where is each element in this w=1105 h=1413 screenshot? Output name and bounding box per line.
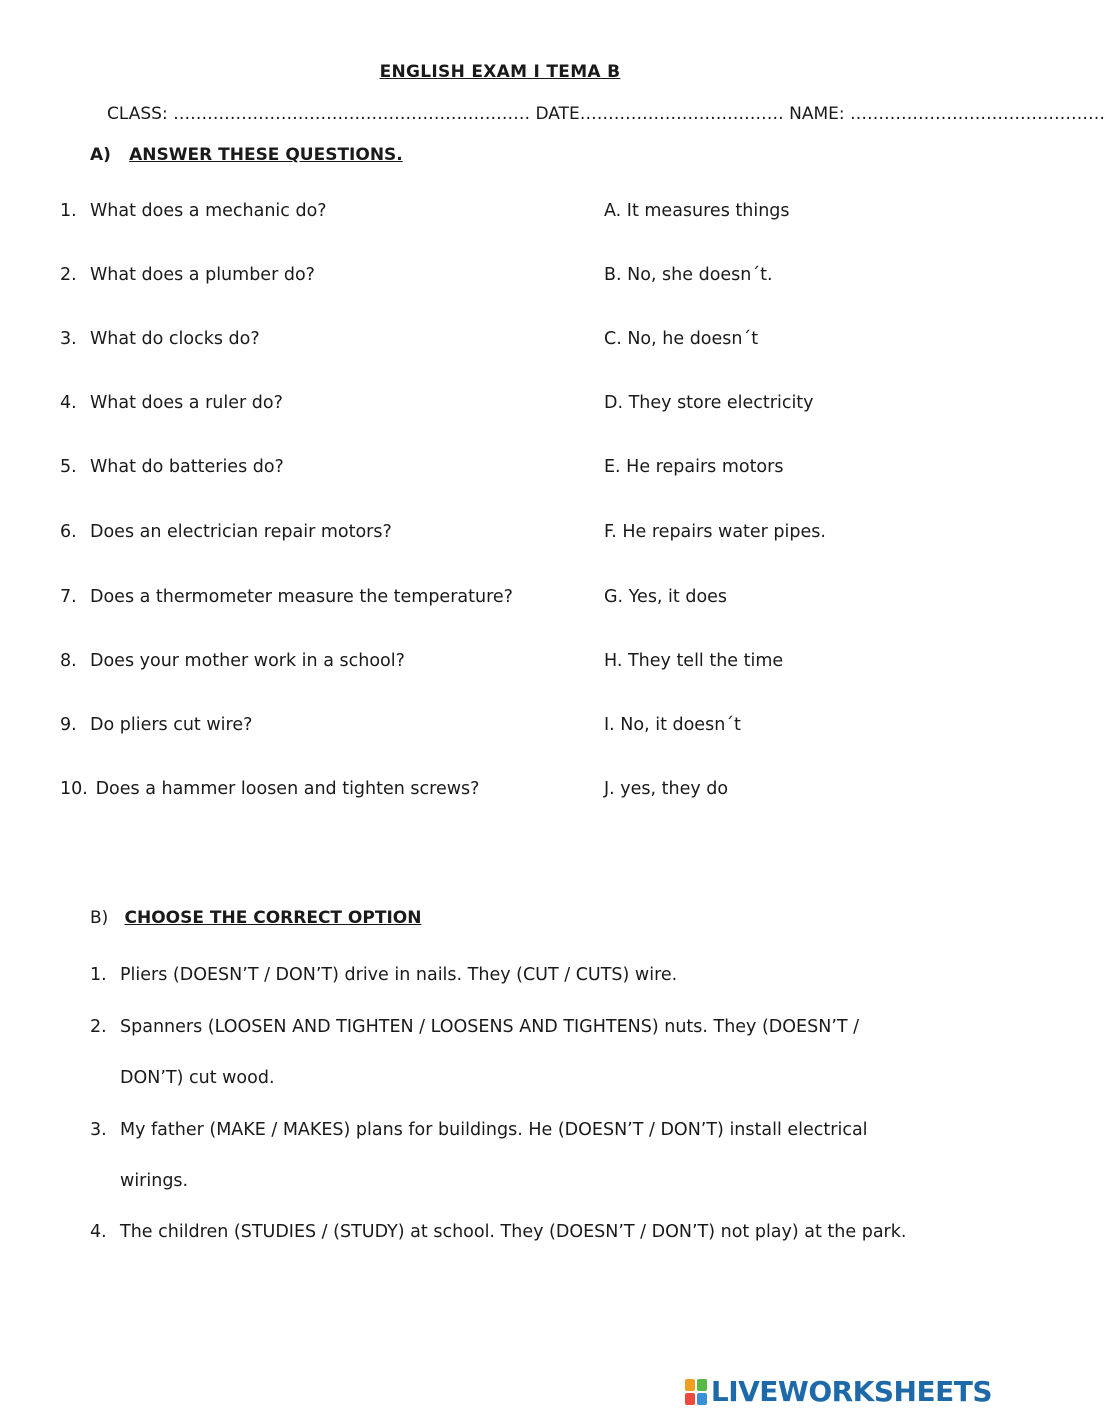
- liveworksheets-logo: [685, 1375, 992, 1408]
- answer-option: I. No, it doesn´t: [604, 715, 741, 735]
- answer-option: F. He repairs water pipes.: [604, 522, 826, 542]
- section-a-title: ANSWER THESE QUESTIONS.: [129, 145, 403, 165]
- question-item: [60, 587, 513, 607]
- choice-text: Spanners (LOOSEN AND TIGHTEN / LOOSENS AND TIGHTENS) nuts. They (DOESN’T /: [120, 1017, 860, 1037]
- answer-option: H. They tell the time: [604, 651, 784, 671]
- choice-number: 4.: [90, 1222, 107, 1242]
- question-number: 9.: [60, 715, 77, 735]
- choice-number: 1.: [90, 965, 107, 985]
- question-item: [60, 393, 283, 413]
- answer-option: D. They store electricity: [604, 393, 814, 413]
- choice-number: 3.: [90, 1120, 107, 1140]
- answer-option: C. No, he doesn´t: [604, 329, 759, 349]
- question-number: 7.: [60, 587, 77, 607]
- answer-option: J. yes, they do: [604, 779, 729, 799]
- class-date-name-line: CLASS: ……………………………………………………… DATE……………………………… NAME: ………………………………………: [107, 104, 1105, 124]
- choice-item: [90, 1222, 906, 1242]
- question-text: Does an electrician repair motors?: [90, 522, 392, 542]
- question-item: [60, 457, 284, 477]
- question-number: 8.: [60, 651, 77, 671]
- question-text: Do pliers cut wire?: [90, 715, 253, 735]
- question-text: Does your mother work in a school?: [90, 651, 405, 671]
- answer-option: A. It measures things: [604, 201, 790, 221]
- choice-number: 2.: [90, 1017, 107, 1037]
- section-a-heading: [90, 145, 403, 165]
- question-item: [60, 715, 252, 735]
- choice-text: My father (MAKE / MAKES) plans for buildings. He (DOESN’T / DON’T) install electrical: [120, 1120, 868, 1140]
- question-number: 5.: [60, 457, 77, 477]
- answer-option: B. No, she doesn´t.: [604, 265, 773, 285]
- question-item: [60, 522, 392, 542]
- question-number: 3.: [60, 329, 77, 349]
- brand-name: LIVEWORKSHEETS: [710, 1375, 992, 1408]
- question-item: [60, 651, 405, 671]
- section-b-heading: [90, 908, 421, 928]
- question-number: 4.: [60, 393, 77, 413]
- answer-option: G. Yes, it does: [604, 587, 728, 607]
- choice-text: Pliers (DOESN’T / DON’T) drive in nails. They (CUT / CUTS) wire.: [120, 965, 678, 985]
- choice-text: The children (STUDIES / (STUDY) at school. They (DOESN’T / DON’T) not play) at the park.: [120, 1222, 907, 1242]
- question-number: 2.: [60, 265, 77, 285]
- question-text: What do clocks do?: [90, 329, 260, 349]
- choice-text-continued: DON’T) cut wood.: [120, 1068, 275, 1088]
- question-number: 1.: [60, 201, 77, 221]
- question-item: [60, 265, 315, 285]
- section-b-letter: B): [90, 908, 109, 928]
- choice-text-continued: wirings.: [120, 1171, 189, 1191]
- question-text: What does a plumber do?: [90, 265, 315, 285]
- question-number: 6.: [60, 522, 77, 542]
- section-a-letter: A): [90, 145, 111, 165]
- choice-item: [90, 1017, 859, 1037]
- exam-title: ENGLISH EXAM I TEMA B: [379, 62, 621, 82]
- question-item: [60, 779, 479, 799]
- question-text: What does a mechanic do?: [90, 201, 327, 221]
- question-text: Does a thermometer measure the temperature?: [90, 587, 513, 607]
- answer-option: E. He repairs motors: [604, 457, 784, 477]
- section-b-title: CHOOSE THE CORRECT OPTION: [124, 908, 422, 928]
- question-text: Does a hammer loosen and tighten screws?: [90, 779, 480, 799]
- question-text: What do batteries do?: [90, 457, 284, 477]
- question-item: [60, 201, 327, 221]
- question-number: 10.: [60, 779, 88, 799]
- logo-blocks-icon: [685, 1379, 707, 1405]
- question-item: [60, 329, 260, 349]
- choice-item: [90, 1120, 868, 1140]
- question-text: What does a ruler do?: [90, 393, 283, 413]
- choice-item: [90, 965, 677, 985]
